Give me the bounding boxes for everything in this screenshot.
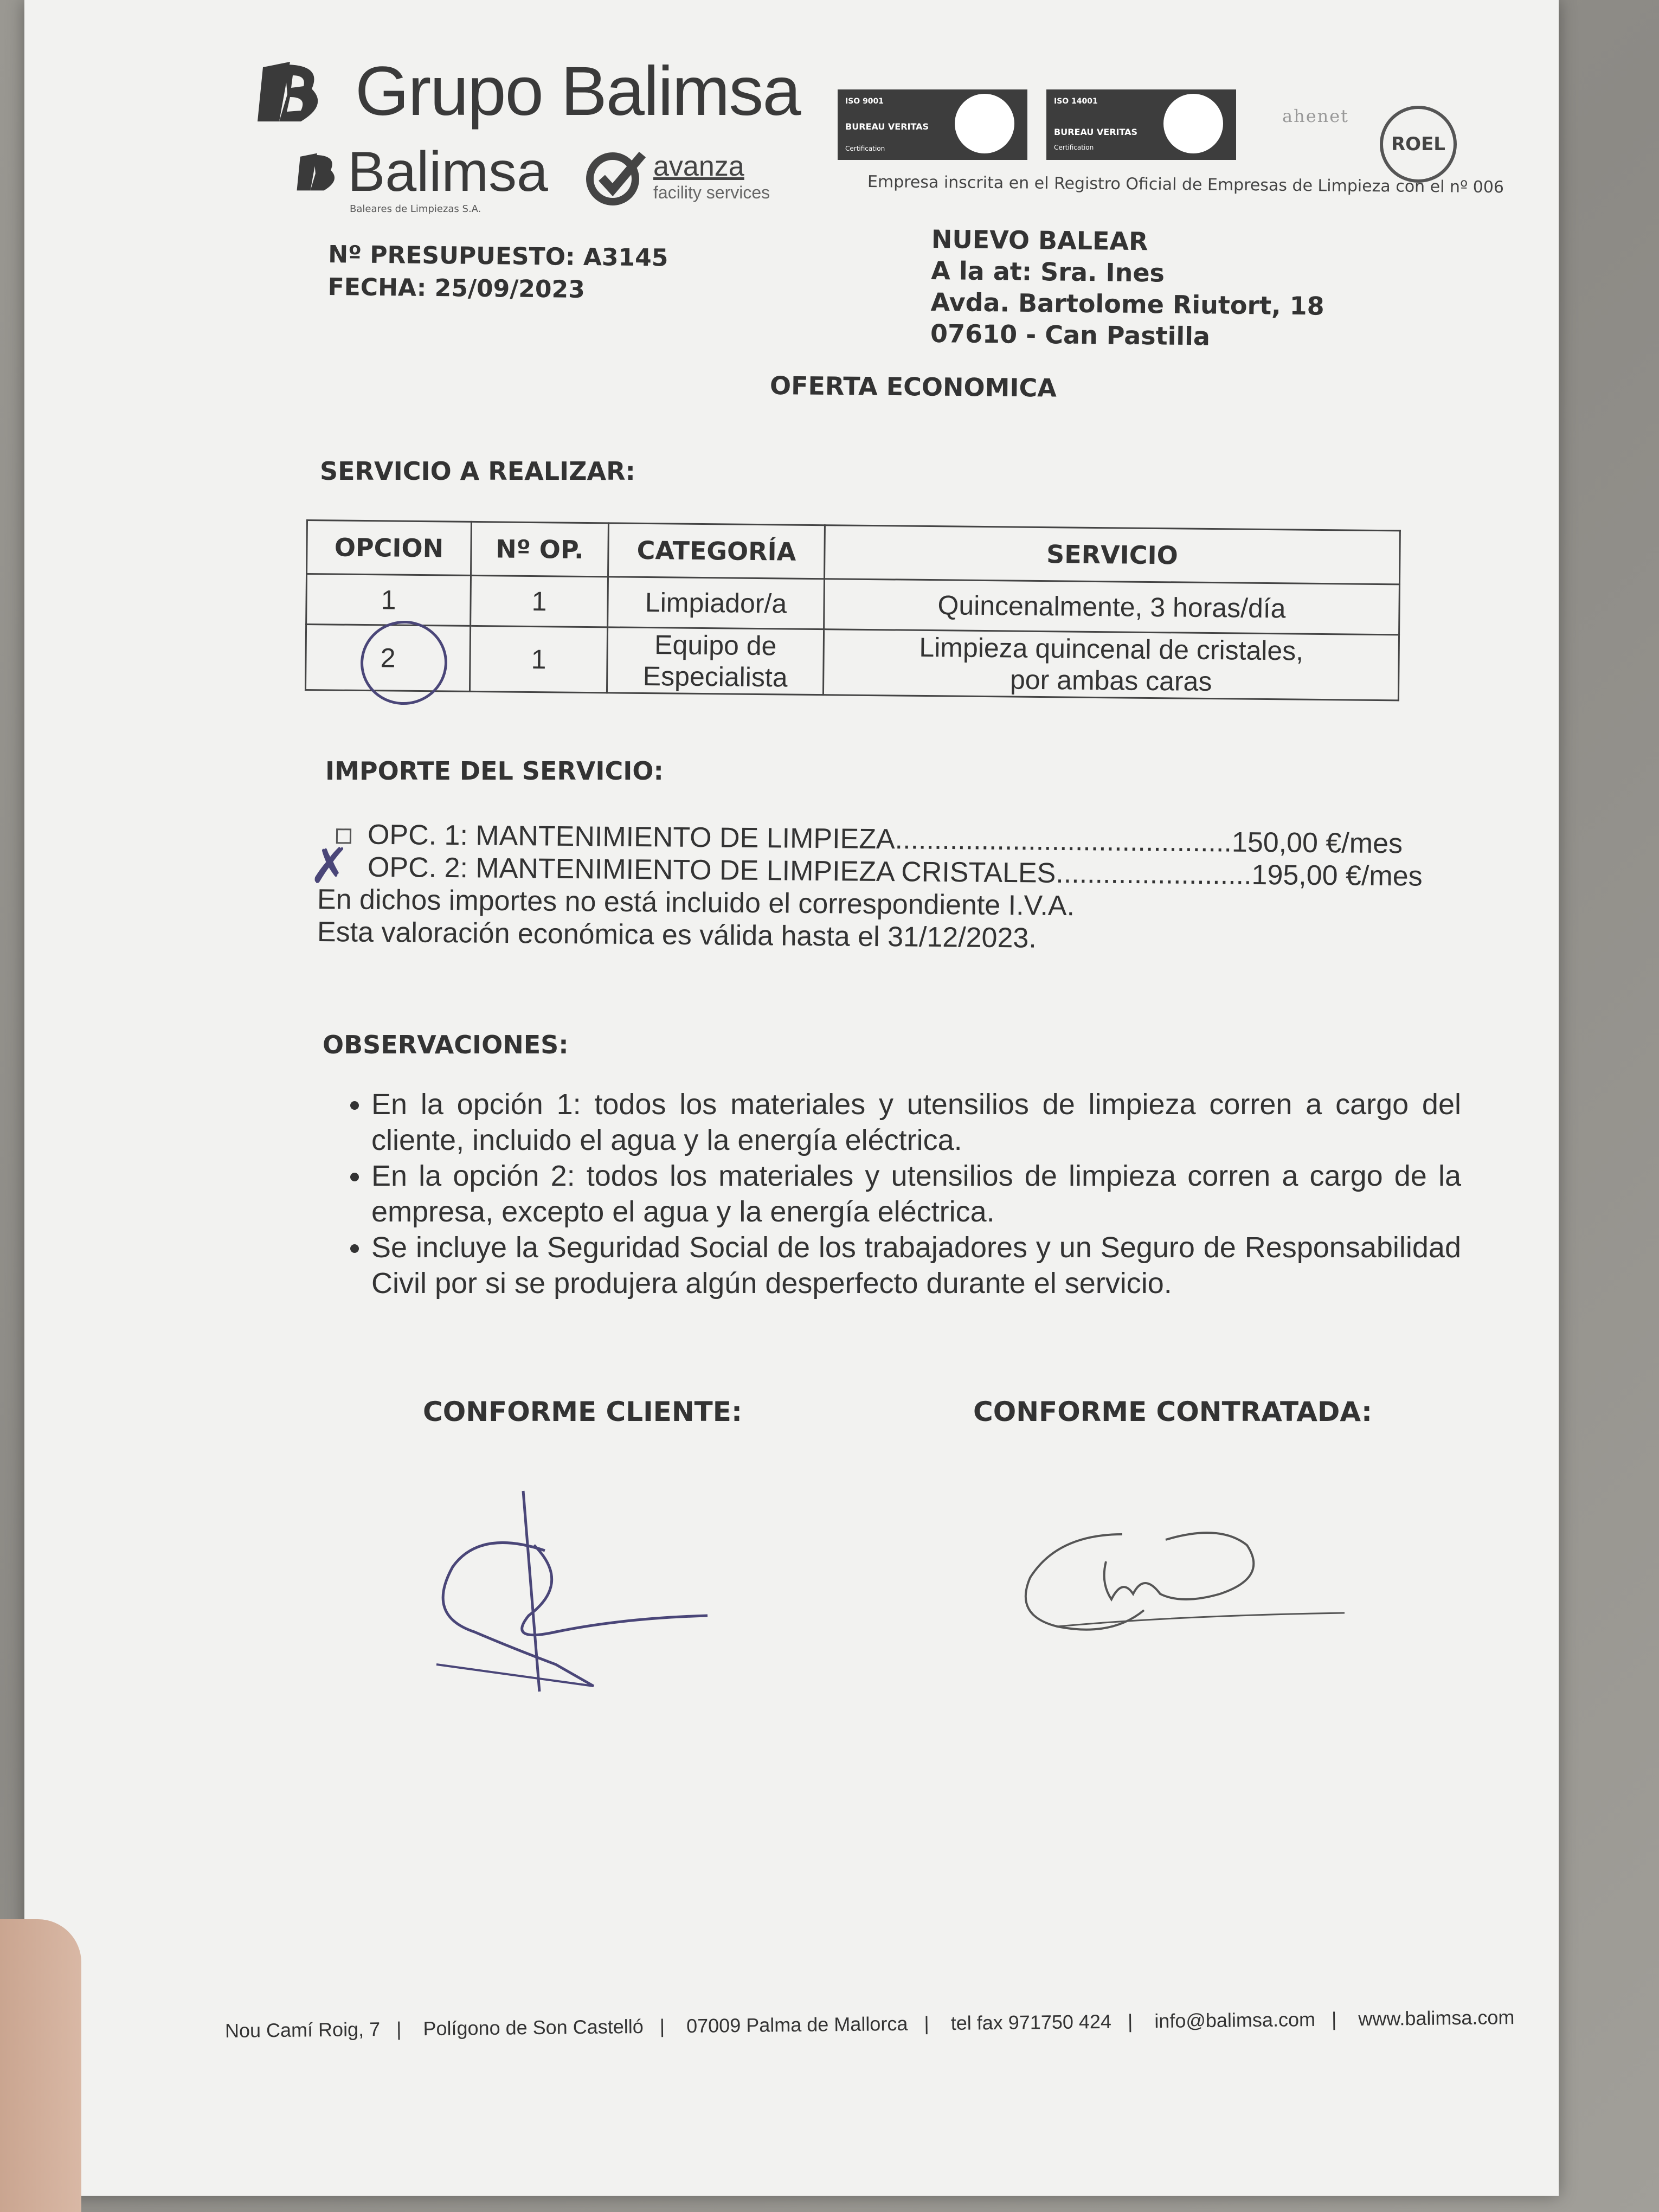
conforme-contratada-label: CONFORME CONTRATADA: <box>973 1396 1373 1427</box>
cert-iso: ISO 14001 <box>1054 97 1098 106</box>
header-servicio: SERVICIO <box>824 525 1400 584</box>
cert-sub: Certification <box>1054 144 1094 151</box>
observaciones-list <box>323 1086 1461 1301</box>
footer: Nou Camí Roig, 7 | Polígono de Son Castelló | 07009 Palma de Mallorca | tel fax 971750 424 | info@balimsa.com | www.balimsa.com <box>224 2006 1515 2042</box>
cell-servicio-line: por ambas caras <box>1009 664 1212 697</box>
recipient-address <box>930 223 1325 353</box>
cell-nop: 1 <box>470 626 607 692</box>
roel-logo: ROEL <box>1380 106 1457 183</box>
header-nop: Nº OP. <box>471 522 609 576</box>
footer-tel: tel fax 971750 424 <box>950 2010 1112 2034</box>
iva-note: En dichos importes no está incluido el correspondiente I.V.A. <box>317 884 1075 922</box>
company-subtitle: Baleares de Limpiezas S.A. <box>350 203 481 215</box>
list-item: • En la opción 1: todos los materiales y utensilios de limpieza corren a cargo del cliente, incluido el agua y la energía eléctrica. <box>371 1086 1461 1158</box>
grupo-balimsa-logo <box>247 52 800 131</box>
list-item: • En la opción 2: todos los materiales y utensilios de limpieza corren a cargo de la empresa, excepto el agua y la energía eléctrica. <box>371 1158 1461 1230</box>
checkmark-logo-icon <box>583 146 648 206</box>
cert-name: BUREAU VERITAS <box>845 121 929 132</box>
observaciones-title: OBSERVACIONES: <box>323 1030 569 1059</box>
iso-9001-badge <box>838 89 1027 160</box>
option-1-label: OPC. 1: MANTENIMIENTO DE LIMPIEZA <box>367 819 895 856</box>
cell-servicio-line: Limpieza quincenal de cristales, <box>919 632 1304 666</box>
company-signature <box>1014 1513 1350 1648</box>
budget-number: Nº PRESUPUESTO: A3145 <box>328 241 668 272</box>
service-table <box>305 519 1401 701</box>
option-2-dots: ......................... <box>1056 857 1252 891</box>
registro-note: Empresa inscrita en el Registro Oficial de Empresas de Limpieza con el nº 006 <box>867 172 1504 197</box>
balimsa-logo <box>290 140 548 215</box>
avanza-logo <box>583 146 770 206</box>
importe-title: IMPORTE DEL SERVICIO: <box>325 756 664 786</box>
cert-sub: Certification <box>845 145 885 152</box>
table-header-row <box>307 520 1400 584</box>
cell-opcion: 2 <box>305 625 470 692</box>
company-logo-text: Balimsa <box>348 140 548 203</box>
footer-email[interactable]: info@balimsa.com <box>1154 2008 1316 2033</box>
footer-city: 07009 Palma de Mallorca <box>686 2012 908 2037</box>
document-title: OFERTA ECONOMICA <box>769 371 1057 403</box>
avanza-tagline: facility services <box>653 182 770 202</box>
cell-categoria-line: Especialista <box>642 660 788 693</box>
handwritten-x-mark-icon: ✗ <box>309 838 350 895</box>
cell-nop: 1 <box>471 575 608 627</box>
cert-name: BUREAU VERITAS <box>1054 127 1138 137</box>
conforme-cliente-label: CONFORME CLIENTE: <box>423 1396 742 1427</box>
footer-poligono: Polígono de Son Castelló <box>423 2015 644 2040</box>
cell-categoria-line: Equipo de <box>654 629 777 661</box>
group-logo-text: Grupo Balimsa <box>355 53 800 130</box>
cell-servicio: Quincenalmente, 3 horas/día <box>824 579 1400 635</box>
cert-iso: ISO 9001 <box>845 97 884 106</box>
service-section-title: SERVICIO A REALIZAR: <box>320 456 635 486</box>
table-row <box>305 625 1399 700</box>
observaciones-section <box>323 1030 1461 1301</box>
validity-note: Esta valoración económica es válida hasta el 31/12/2023. <box>317 916 1037 954</box>
recipient-company: NUEVO BALEAR <box>931 224 1148 256</box>
iso-14001-badge <box>1046 89 1236 160</box>
bureau-veritas-seal-icon <box>1163 94 1223 153</box>
ahenet-logo: ahenet <box>1282 106 1349 126</box>
importe-section <box>317 756 1423 954</box>
footer-web[interactable]: www.balimsa.com <box>1358 2006 1515 2030</box>
recipient-city: 07610 - Can Pastilla <box>930 318 1211 351</box>
header-opcion: OPCION <box>307 520 472 576</box>
option-2-price: 195,00 €/mes <box>1251 859 1423 892</box>
balimsa-small-logo-icon <box>290 147 344 196</box>
balimsa-logo-icon <box>247 56 333 127</box>
header-categoria: CATEGORÍA <box>608 523 825 579</box>
list-item: • Se incluye la Seguridad Social de los trabajadores y un Seguro de Responsabilidad Civil por si se produjera algún desperfecto durante el servicio. <box>371 1230 1461 1301</box>
document-page <box>24 0 1559 2196</box>
cell-opcion: 1 <box>306 574 471 626</box>
footer-address: Nou Camí Roig, 7 <box>224 2018 381 2042</box>
recipient-attn: A la at: Sra. Ines <box>931 256 1165 288</box>
cell-servicio <box>823 629 1399 700</box>
avanza-name: avanza <box>653 150 744 182</box>
finger-holding-paper <box>0 1919 81 2212</box>
budget-date: FECHA: 25/09/2023 <box>327 273 586 304</box>
client-signature <box>415 1486 718 1702</box>
option-1-dots: ........................................... <box>895 824 1232 858</box>
cell-categoria <box>607 627 824 695</box>
option-1-price: 150,00 €/mes <box>1231 826 1403 860</box>
cell-categoria: Limpiador/a <box>608 577 825 629</box>
option-2-label: OPC. 2: MANTENIMIENTO DE LIMPIEZA CRISTALES <box>367 851 1056 889</box>
bureau-veritas-seal-icon <box>955 94 1014 153</box>
budget-info <box>327 239 668 307</box>
recipient-street: Avda. Bartolome Riutort, 18 <box>930 287 1324 321</box>
